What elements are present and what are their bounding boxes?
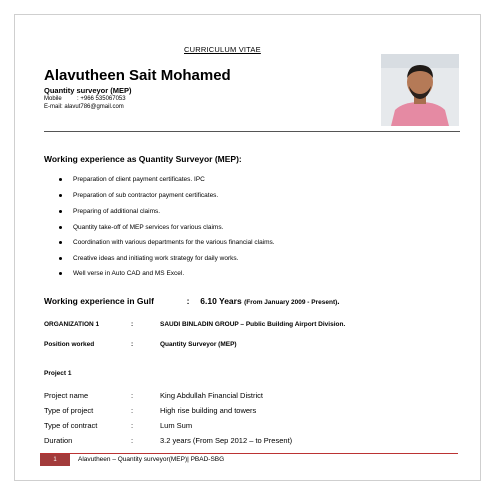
gulf-value: 6.10 Years: [200, 296, 242, 306]
email-line: [44, 104, 124, 110]
email-label: E-mail:: [44, 104, 63, 110]
gulf-experience-line: [44, 296, 340, 306]
duration-separator: :: [131, 436, 134, 445]
experience-heading: Working experience as Quantity Surveyor (MEP):: [44, 154, 242, 164]
project-type-separator: :: [131, 406, 134, 415]
bullet-icon: [59, 226, 62, 229]
duration-value: 3.2 years (From Sep 2012 – to Present): [160, 436, 293, 445]
document-title: CURRICULUM VITAE: [184, 45, 261, 54]
project-name-label: Project name: [44, 391, 89, 400]
project-heading: Project 1: [44, 370, 72, 377]
contract-type-label: Type of contract: [44, 421, 98, 430]
footer-text: Alavutheen – Quantity surveyor(MEP)| PBAD-SBG: [78, 456, 225, 463]
contract-type-value: Lum Sum: [160, 421, 193, 430]
email-value: alavut786@gmail.com: [64, 104, 124, 110]
organization-value: SAUDI BINLADIN GROUP – Public Building Airport Division.: [160, 321, 346, 328]
bullet-icon: [59, 210, 62, 213]
project-name-separator: :: [131, 391, 134, 400]
bullet-icon: [59, 272, 62, 275]
profile-photo-image: [381, 54, 459, 126]
position-value: Quantity Surveyor (MEP): [160, 341, 237, 348]
organization-label: ORGANIZATION 1: [44, 321, 100, 328]
page-number: 1: [40, 454, 70, 466]
profile-photo: [381, 54, 459, 126]
mobile-separator: :: [77, 96, 79, 102]
gulf-end: .: [337, 296, 340, 306]
position-separator: :: [131, 341, 134, 348]
bullet-icon: [59, 241, 62, 244]
duration-label: Duration: [44, 436, 73, 445]
mobile-value: +966 535067053: [80, 96, 126, 102]
mobile-label: Mobile: [44, 96, 62, 102]
bullet-icon: [59, 178, 62, 181]
gulf-label: Working experience in Gulf: [44, 296, 154, 306]
project-type-label: Type of project: [44, 406, 94, 415]
header-divider: [44, 131, 460, 132]
candidate-role: Quantity surveyor (MEP): [44, 86, 132, 95]
bullet-icon: [59, 257, 62, 260]
contract-type-separator: :: [131, 421, 134, 430]
position-label: Position worked: [44, 341, 95, 348]
gulf-range: (From January 2009 - Present): [244, 299, 338, 306]
candidate-name: Alavutheen Sait Mohamed: [44, 67, 231, 84]
gulf-separator: :: [186, 296, 190, 306]
bullet-icon: [59, 194, 62, 197]
mobile-line: [44, 96, 126, 102]
organization-separator: :: [131, 321, 134, 328]
project-type-value: High rise building and towers: [160, 406, 257, 415]
project-name-value: King Abdullah Financial District: [160, 391, 263, 400]
page-footer: [40, 453, 458, 466]
